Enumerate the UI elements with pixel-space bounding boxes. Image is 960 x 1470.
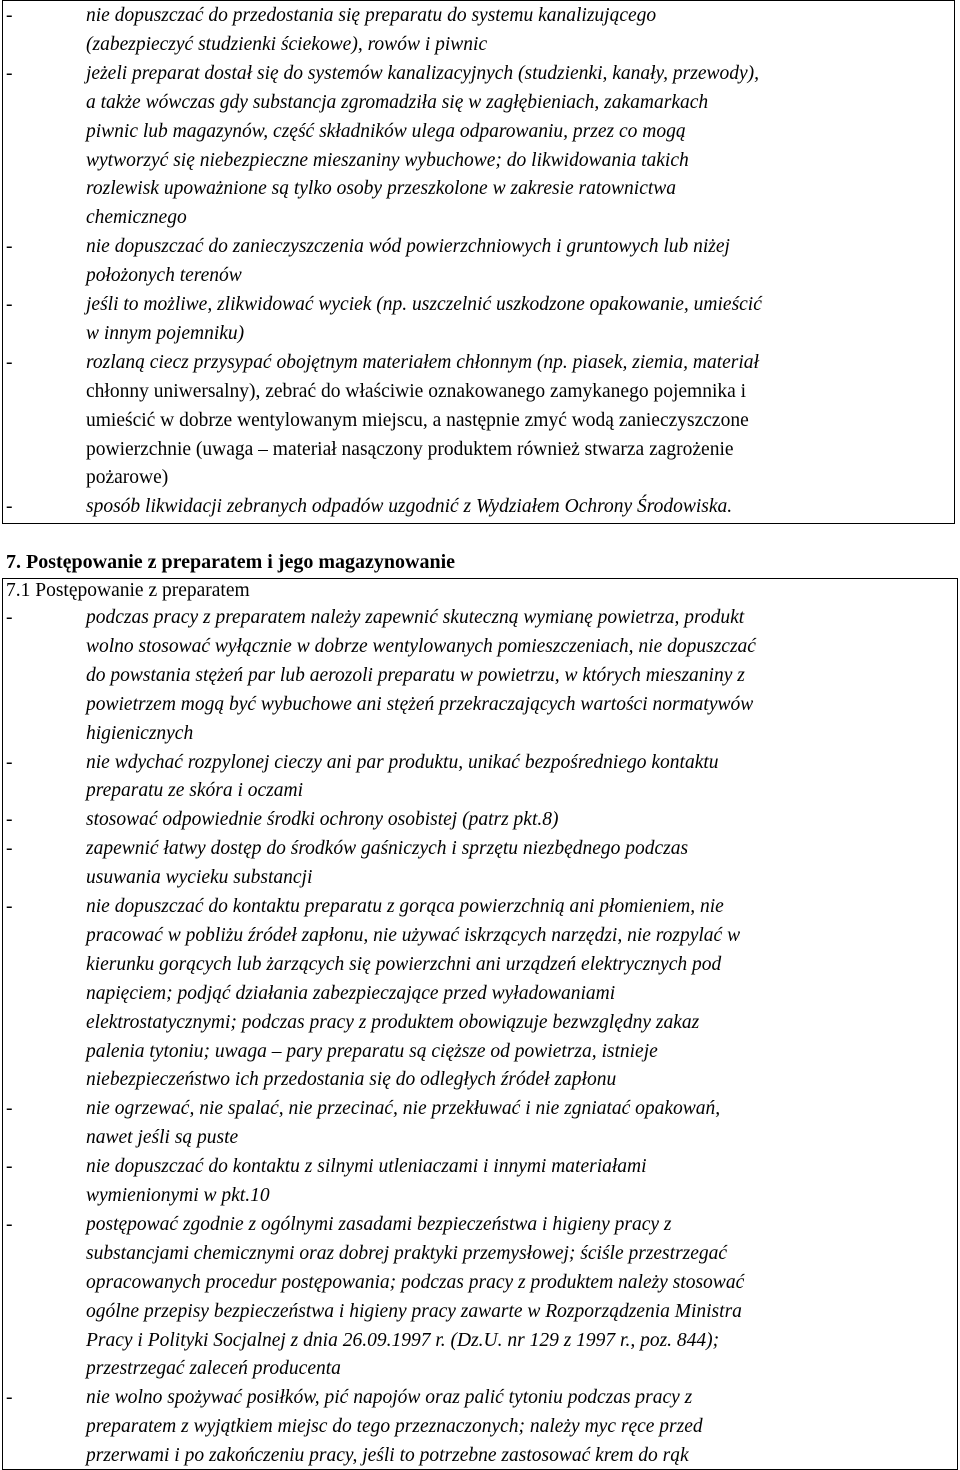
handling-item-line: wymienionymi w pkt.10: [86, 1185, 270, 1206]
spill-item-line: położonych terenów: [86, 265, 242, 287]
spill-item-dash: -: [6, 236, 13, 258]
spill-item-line: jeżeli preparat dostał się do systemów kanalizacyjnych (studzienki, kanały, przewody),: [86, 62, 759, 84]
handling-item-line: nie ogrzewać, nie spalać, nie przecinać, nie przekłuwać i nie zgniatać opakowań,: [86, 1098, 721, 1120]
spill-item-line: rozlaną ciecz przysypać obojętnym materiałem chłonnym (np. piasek, ziemia, materiał: [86, 351, 759, 373]
handling-item-line: przerwami i po zakończeniu pracy, jeśli to potrzebne zastosować krem do rąk: [86, 1445, 689, 1467]
handling-item-line: wolno stosować wyłącznie w dobrze wentylowanych pomieszczeniach, nie dopuszczać: [86, 635, 756, 657]
spill-item-line: pożarowe): [86, 467, 169, 489]
spill-item-line: umieścić w dobrze wentylowanym miejscu, a następnie zmyć wodą zanieczyszczone: [86, 409, 749, 431]
spill-item-line: chłonny uniwersalny), zebrać do właściwie oznakowanego zamykanego pojemnika i: [86, 380, 747, 402]
handling-item-line: preparatu ze skóra i oczami: [86, 780, 304, 802]
spill-item-line: rozlewisk upoważnione są tylko osoby przeszkolone w zakresie ratownictwa: [86, 178, 677, 200]
spill-item-dash: -: [6, 62, 13, 84]
handling-item-line: pracować w pobliżu źródeł zapłonu, nie używać iskrzących narzędzi, nie rozpylać w: [86, 924, 741, 946]
handling-item-dash: -: [6, 607, 13, 628]
handling-item-line: do powstania stężeń par lub aerozoli preparatu w powietrzu, w których mieszaniny z: [86, 664, 745, 686]
handling-item-line: zapewnić łatwy dostęp do środków gaśniczych i sprzętu niezbędnego podczas: [86, 838, 689, 860]
handling-item-dash: -: [6, 1213, 13, 1235]
spill-item-line: nie dopuszczać do zanieczyszczenia wód powierzchniowych i gruntowych lub niżej: [86, 236, 730, 258]
handling-item-line: przestrzegać zaleceń producenta: [86, 1358, 341, 1380]
spill-item-line: w innym pojemniku): [86, 322, 245, 344]
handling-item-line: powietrzem mogą być wybuchowe ani stężeń przekraczających wartości normatywów: [86, 693, 754, 715]
spill-item-dash: -: [6, 351, 13, 373]
handling-item-dash: -: [6, 1098, 13, 1120]
handling-item-line: substancjami chemicznymi oraz dobrej praktyki przemysłowej; ściśle przestrzegać: [86, 1242, 728, 1264]
spill-item-line: piwnic lub magazynów, część składników ulega odparowaniu, przez co mogą: [86, 120, 686, 142]
handling-item-line: elektrostatycznymi; podczas pracy z produktem obowiązuje bezwzględny zakaz: [86, 1011, 700, 1033]
handling-item-line: stosować odpowiednie środki ochrony osobistej (patrz pkt.8): [86, 809, 559, 831]
spill-item-dash: -: [6, 496, 13, 518]
spill-item-line: (zabezpieczyć studzienki ściekowe), rowów i piwnic: [86, 33, 488, 55]
handling-item-line: nie wolno spożywać posiłków, pić napojów oraz palić tytoniu podczas pracy z: [86, 1387, 693, 1409]
handling-item-line: usuwania wycieku substancji: [86, 867, 313, 889]
spill-item-line: sposób likwidacji zebranych odpadów uzgodnić z Wydziałem Ochrony Środowiska.: [86, 496, 733, 518]
handling-item-line: podczas pracy z preparatem należy zapewnić skuteczną wymianę powietrza, produkt: [86, 607, 745, 628]
handling-item-dash: -: [6, 809, 13, 831]
handling-item-line: postępować zgodnie z ogólnymi zasadami bezpieczeństwa i higieny pracy z: [86, 1213, 672, 1235]
section-7-1-subheading: 7.1 Postępowanie z preparatem: [6, 580, 250, 601]
handling-item-line: preparatem z wyjątkiem miejsc do tego przeznaczonych; należy myc ręce przed: [86, 1416, 703, 1438]
handling-item-line: nie wdychać rozpylonej cieczy ani par produktu, unikać bezpośredniego kontaktu: [86, 751, 719, 773]
handling-item-line: napięciem; podjąć działania zabezpieczające przed wyładowaniami: [86, 982, 616, 1004]
handling-item-dash: -: [6, 896, 13, 917]
handling-item-line: palenia tytoniu; uwaga – pary preparatu są cięższe od powietrza, istnieje: [86, 1040, 658, 1062]
handling-item-line: higienicznych: [86, 722, 194, 744]
handling-item-dash: -: [6, 838, 13, 860]
handling-item-dash: -: [6, 1387, 13, 1409]
spill-item-dash: -: [6, 294, 13, 315]
spill-item-line: jeśli to możliwe, zlikwidować wyciek (np. uszczelnić uszkodzone opakowanie, umieścić: [86, 294, 762, 315]
handling-item-line: Pracy i Polityki Socjalnej z dnia 26.09.1997 r. (Dz.U. nr 129 z 1997 r., poz. 844);: [86, 1329, 720, 1351]
handling-item-line: niebezpieczeństwo ich przedostania się do odległych źródeł zapłonu: [86, 1069, 617, 1091]
spill-item-line: a także wówczas gdy substancja zgromadziła się w zagłębieniach, zakamarkach: [86, 91, 709, 113]
handling-item-line: nawet jeśli są puste: [86, 1127, 239, 1149]
spill-item-line: wytworzyć się niebezpieczne mieszaniny wybuchowe; do likwidowania takich: [86, 149, 689, 171]
handling-item-line: nie dopuszczać do kontaktu z silnymi utleniaczami i innymi materiałami: [86, 1156, 647, 1178]
handling-item-line: opracowanych procedur postępowania; podczas pracy z produktem należy stosować: [86, 1271, 745, 1293]
spill-item-line: nie dopuszczać do przedostania się preparatu do systemu kanalizującego: [86, 5, 657, 26]
spill-item-line: powierzchnie (uwaga – materiał nasączony produktem również stwarza zagrożenie: [86, 438, 734, 460]
handling-item-line: ogólne przepisy bezpieczeństwa i higieny pracy zawarte w Rozporządzenia Ministra: [86, 1300, 742, 1322]
section-7-heading: 7. Postępowanie z preparatem i jego magazynowanie: [6, 551, 456, 573]
handling-item-dash: -: [6, 751, 13, 773]
handling-item-line: nie dopuszczać do kontaktu preparatu z gorąca powierzchnią ani płomieniem, nie: [86, 896, 724, 917]
spill-item-line: chemicznego: [86, 207, 187, 229]
handling-item-dash: -: [6, 1156, 13, 1178]
handling-item-line: kierunku gorących lub żarzących się powierzchni ani urządzeń elektrycznych pod: [86, 953, 722, 975]
spill-item-dash: -: [6, 5, 13, 26]
